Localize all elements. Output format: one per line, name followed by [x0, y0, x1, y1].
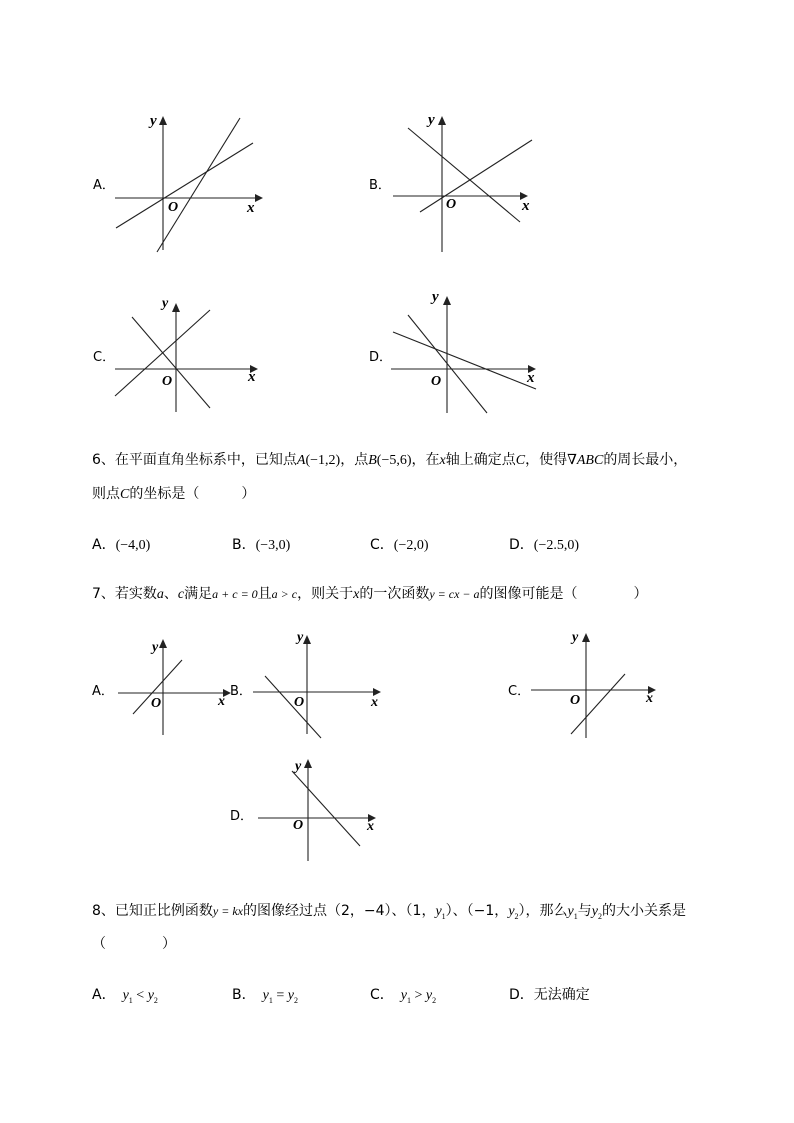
point-c-name: C [120, 487, 130, 502]
option-label: A． [92, 987, 109, 1003]
var-y1: y [567, 904, 574, 919]
triangle-name: ABC [576, 453, 604, 468]
q7-text: 7、若实数 [92, 586, 157, 602]
q5-option-d-label: D． [369, 350, 393, 365]
option-text: 无法确定 [533, 987, 590, 1003]
q6-text: 则点 [92, 486, 120, 502]
q8-text: 的大小关系是 [601, 903, 686, 919]
q7-text: 的一次函数 [359, 586, 430, 602]
q6-stem-line1 [92, 453, 687, 468]
origin-label: O [162, 374, 173, 389]
option-value: (−2.5,0) [533, 538, 580, 553]
option-label: A． [92, 537, 116, 553]
point-c-name: C [515, 453, 526, 468]
option-label: B． [232, 987, 249, 1003]
q8-option-a [92, 988, 158, 1005]
q7-text: 且 [257, 586, 272, 602]
option-label: D． [509, 537, 534, 553]
subscript: 1 [441, 911, 446, 921]
q7-text: ，则关于 [297, 586, 354, 602]
q8-stem-line1 [92, 904, 686, 921]
var-y2: y [591, 904, 598, 919]
x-axis-label: x [247, 200, 255, 216]
x-axis-label: x [527, 370, 535, 386]
origin-label: O [570, 693, 581, 708]
q8-stem-line2: （ ） [92, 936, 176, 952]
q5-option-b-label: B． [369, 178, 391, 193]
q6-text: ，使得 [525, 452, 568, 468]
q7-option-a-label: A． [92, 684, 114, 699]
q7-text: 的图像可能是（ ） [479, 586, 648, 602]
condition-ineq: a > c [271, 587, 298, 601]
q8-text: 8、已知正比例函数 [92, 903, 213, 919]
var-y2: y [147, 988, 154, 1003]
option-label: C． [370, 987, 387, 1003]
q6-text: 轴上确定点 [445, 452, 516, 468]
origin-label: O [431, 374, 442, 389]
q8-text: 的图像经过点（2，−4）、（1， [243, 903, 436, 919]
var-c: c [177, 587, 185, 602]
triangle-symbol: ∇ [567, 453, 577, 468]
q6-text: 6、在平面直角坐标系中，已知点 [92, 452, 297, 468]
point-a-coords: (−1,2) [305, 453, 341, 468]
q5-option-c-label: C． [93, 350, 116, 365]
q6-option-a [92, 538, 150, 553]
y-axis-label: y [150, 113, 157, 129]
q8-text: ），那么 [518, 903, 568, 919]
x-axis-label: x [522, 198, 530, 214]
q6-option-d [509, 538, 579, 553]
subscript: 1 [128, 995, 133, 1005]
q8-option-b [232, 988, 298, 1005]
q5-option-a-graph [110, 110, 270, 260]
var-y1: y [122, 988, 129, 1003]
option-value: (−3,0) [255, 538, 291, 553]
subscript: 1 [407, 995, 411, 1005]
operator: < [132, 988, 148, 1003]
q7-option-d-graph [255, 754, 385, 866]
y-axis-label: y [297, 630, 304, 645]
y-axis-label: y [162, 296, 169, 311]
operator: = [272, 988, 288, 1003]
function-expression: y = kx [212, 904, 243, 918]
point-b-coords: (−5,6) [376, 453, 412, 468]
x-axis-label: x [367, 819, 374, 834]
point-b-name: B [368, 453, 377, 468]
q7-text: 满足 [184, 586, 213, 602]
condition-sum: a + c = 0 [212, 587, 258, 601]
subscript: 2 [514, 911, 519, 921]
subscript: 1 [573, 911, 578, 921]
origin-label: O [446, 197, 457, 212]
origin-label: O [293, 818, 304, 833]
q6-option-b [232, 538, 290, 553]
q5-option-d-graph [388, 285, 548, 420]
q6-text: 的周长最小， [603, 452, 688, 468]
x-var: x [353, 587, 360, 602]
q5-option-c-graph [110, 290, 270, 420]
x-axis-label: x [371, 695, 378, 710]
q8-text: 与 [577, 903, 592, 919]
q6-stem-line2 [92, 487, 255, 502]
q7-option-d-label: D． [230, 809, 254, 824]
subscript: 2 [597, 911, 602, 921]
origin-label: O [151, 696, 162, 711]
q8-option-d [509, 988, 590, 1002]
var-y1: y [400, 988, 407, 1003]
q7-option-a-graph [115, 630, 235, 740]
x-axis-label: x [646, 691, 653, 706]
q6-option-c [370, 538, 429, 553]
q8-text: ）、（−1， [445, 903, 509, 919]
function-expression: y = cx − a [429, 587, 480, 601]
point-a-name: A [296, 453, 306, 468]
var-a: a [156, 587, 164, 602]
y-axis-label: y [572, 630, 579, 645]
q7-option-b-label: B． [230, 684, 252, 699]
q5-option-b-graph [390, 110, 550, 260]
x-axis-label: x [218, 694, 225, 709]
q7-stem [92, 587, 648, 602]
option-label: B． [232, 537, 256, 553]
y-axis-label: y [428, 112, 435, 128]
q7-option-c-graph [528, 624, 668, 744]
subscript: 2 [293, 995, 298, 1005]
subscript: 2 [153, 995, 158, 1005]
operator: > [411, 988, 426, 1003]
origin-label: O [294, 695, 305, 710]
y-axis-label: y [295, 759, 302, 774]
subscript: 1 [268, 995, 273, 1005]
q7-option-c-label: C． [508, 684, 531, 699]
q5-option-a-label: A． [93, 178, 115, 193]
q6-text: ，在 [411, 452, 440, 468]
var-y2: y [287, 988, 294, 1003]
q8-option-c [370, 988, 436, 1005]
option-label: C． [370, 537, 394, 553]
y-axis-label: y [152, 640, 159, 655]
option-value: (−2,0) [393, 538, 429, 553]
option-value: (−4,0) [115, 538, 151, 553]
q6-text: 的坐标是（ ） [129, 486, 256, 502]
var-y2: y [508, 904, 515, 919]
x-axis-label: x [248, 369, 256, 385]
var-y1: y [262, 988, 269, 1003]
x-var: x [439, 453, 446, 468]
option-label: D． [509, 987, 534, 1003]
y-axis-label: y [432, 289, 439, 305]
subscript: 2 [432, 995, 437, 1005]
origin-label: O [168, 200, 179, 215]
q7-option-b-graph [250, 624, 390, 744]
var-y2: y [425, 988, 433, 1003]
var-y1: y [435, 904, 442, 919]
q7-text: 、 [163, 586, 178, 602]
q6-text: ，点 [340, 452, 369, 468]
